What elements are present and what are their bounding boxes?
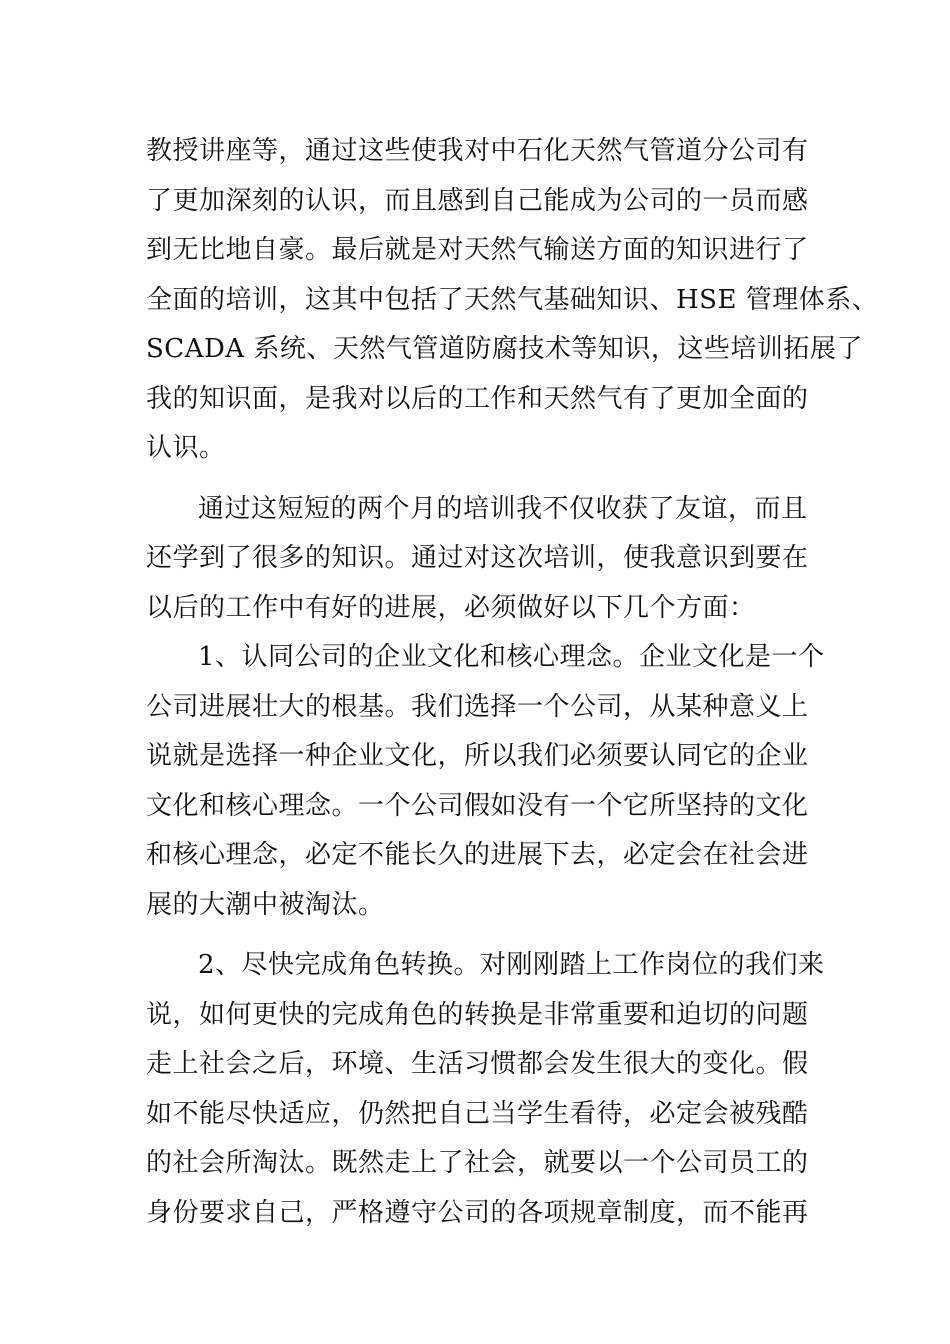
text-line: 的社会所淘汰。既然走上了社会，就要以一个公司员工的	[146, 1148, 809, 1178]
list-item-2-first-line: 2、尽快完成角色转换。对刚刚踏上工作岗位的我们来	[198, 950, 825, 980]
text-line: 展的大潮中被淘汰。	[146, 889, 385, 920]
text-line: 说就是选择一种企业文化，所以我们必须要认同它的企业	[146, 741, 809, 771]
text-line: 认识。	[146, 433, 226, 463]
text-line: 文化和核心理念。一个公司假如没有一个它所坚持的文化	[146, 790, 809, 821]
text-line: 如不能尽快适应，仍然把自己当学生看待，必定会被残酷	[146, 1098, 809, 1129]
text-line: 走上社会之后，环境、生活习惯都会发生很大的变化。假	[146, 1049, 809, 1079]
text-line: 我的知识面，是我对以后的工作和天然气有了更加全面的	[146, 383, 809, 414]
text-line: 公司进展壮大的根基。我们选择一个公司，从某种意义上	[146, 691, 809, 722]
text-line: 和核心理念，必定不能长久的进展下去，必定会在社会进	[146, 840, 809, 870]
text-line: SCADA 系统、天然气管道防腐技术等知识，这些培训拓展了	[146, 334, 863, 364]
text-line: 了更加深刻的认识，而且感到自己能成为公司的一员而感	[146, 185, 809, 216]
text-line: 全面的培训，这其中包括了天然气基础知识、HSE 管理体系、	[146, 284, 879, 315]
list-item-1-first-line: 1、认同公司的企业文化和核心理念。企业文化是一个	[198, 642, 825, 672]
body-text	[146, 127, 879, 1238]
paragraph-first-line: 通过这短短的两个月的培训我不仅收获了友谊，而且	[198, 493, 808, 524]
text-line: 说，如何更快的完成角色的转换是非常重要和迫切的问题	[146, 999, 809, 1030]
text-line: 教授讲座等，通过这些使我对中石化天然气管道分公司有	[146, 136, 809, 166]
text-line: 以后的工作中有好的进展，必须做好以下几个方面：	[146, 592, 756, 623]
text-line: 还学到了很多的知识。通过对这次培训，使我意识到要在	[146, 543, 809, 573]
text-line: 到无比地自豪。最后就是对天然气输送方面的知识进行了	[146, 235, 809, 265]
text-line: 身份要求自己，严格遵守公司的各项规章制度，而不能再	[146, 1197, 809, 1228]
